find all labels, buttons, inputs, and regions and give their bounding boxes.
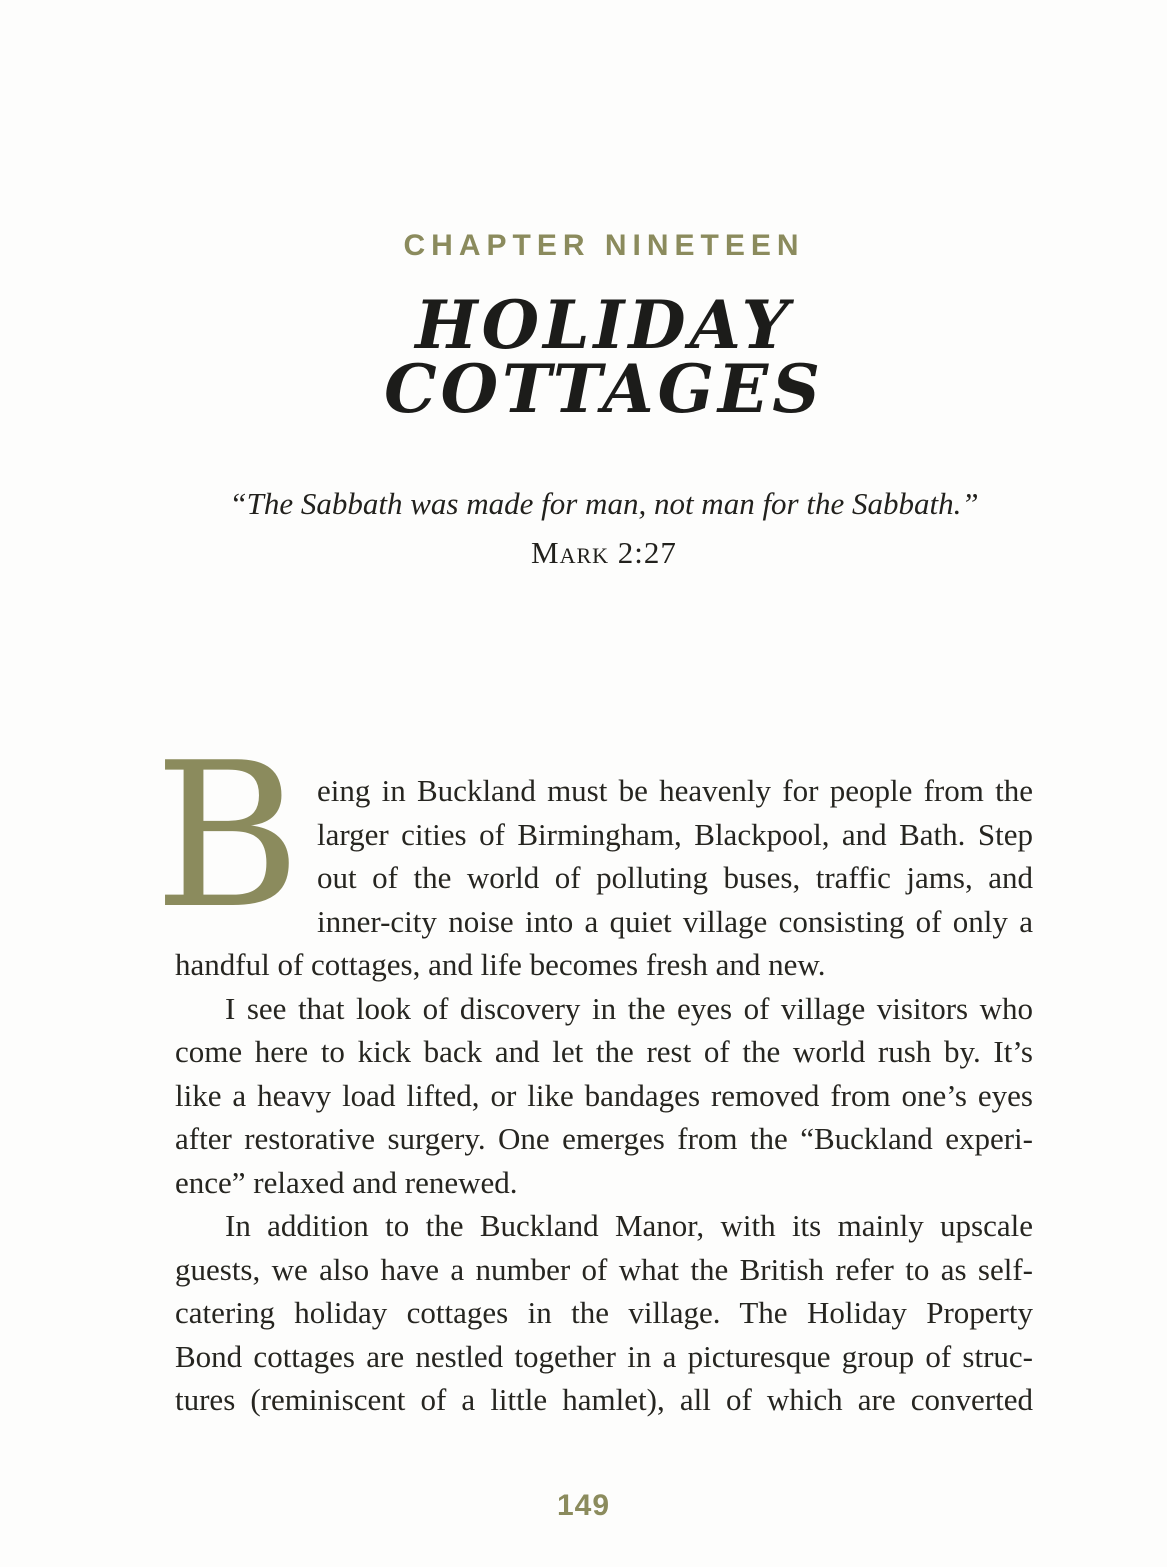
body-line: catering holiday cottages in the village. The Holiday Property	[175, 1295, 1033, 1331]
body-line: handful of cottages, and life becomes fresh and new.	[175, 947, 826, 983]
paragraph-3	[175, 1204, 1033, 1422]
body-line: come here to kick back and let the rest of the world rush by. It’s	[175, 1034, 1033, 1070]
paragraph-1	[154, 720, 1033, 987]
body-line: after restorative surgery. One emerges from the “Buckland experi-	[175, 1121, 1033, 1157]
paragraph-2	[175, 987, 1033, 1205]
page-number: 149	[556, 1489, 611, 1522]
drop-cap-letter: B	[154, 720, 301, 954]
body-line: Bond cottages are nestled together in a picturesque group of struc-	[175, 1338, 1033, 1374]
chapter-title-line-2: COTTAGES	[384, 350, 824, 428]
body-line: ence” relaxed and renewed.	[175, 1164, 518, 1200]
body-line: tures (reminiscent of a little hamlet), all of which are converted	[175, 1382, 1033, 1418]
body-line: guests, we also have a number of what the British refer to as self-	[175, 1251, 1033, 1287]
chapter-title-line-1: HOLIDAY	[415, 286, 793, 364]
epigraph-quote: “The Sabbath was made for man, not man for the Sabbath.”	[229, 486, 979, 521]
body-line: larger cities of Birmingham, Blackpool, and Bath. Step	[317, 816, 1033, 852]
body-line: In addition to the Buckland Manor, with its mainly upscale	[225, 1208, 1033, 1244]
page-content-column	[154, 0, 1033, 1422]
chapter-kicker: CHAPTER NINETEEN	[403, 229, 805, 262]
body-text	[154, 720, 1033, 1422]
body-line: inner-city noise into a quiet village consisting of only a	[317, 903, 1033, 939]
body-line: I see that look of discovery in the eyes of village visitors who	[225, 990, 1033, 1026]
epigraph-source: Mark 2:27	[531, 535, 677, 571]
body-line: like a heavy load lifted, or like bandages removed from one’s eyes	[175, 1077, 1033, 1113]
body-line: out of the world of polluting buses, traffic jams, and	[317, 860, 1033, 896]
chapter-title	[175, 286, 1033, 428]
body-line: eing in Buckland must be heavenly for people from the	[317, 773, 1033, 809]
